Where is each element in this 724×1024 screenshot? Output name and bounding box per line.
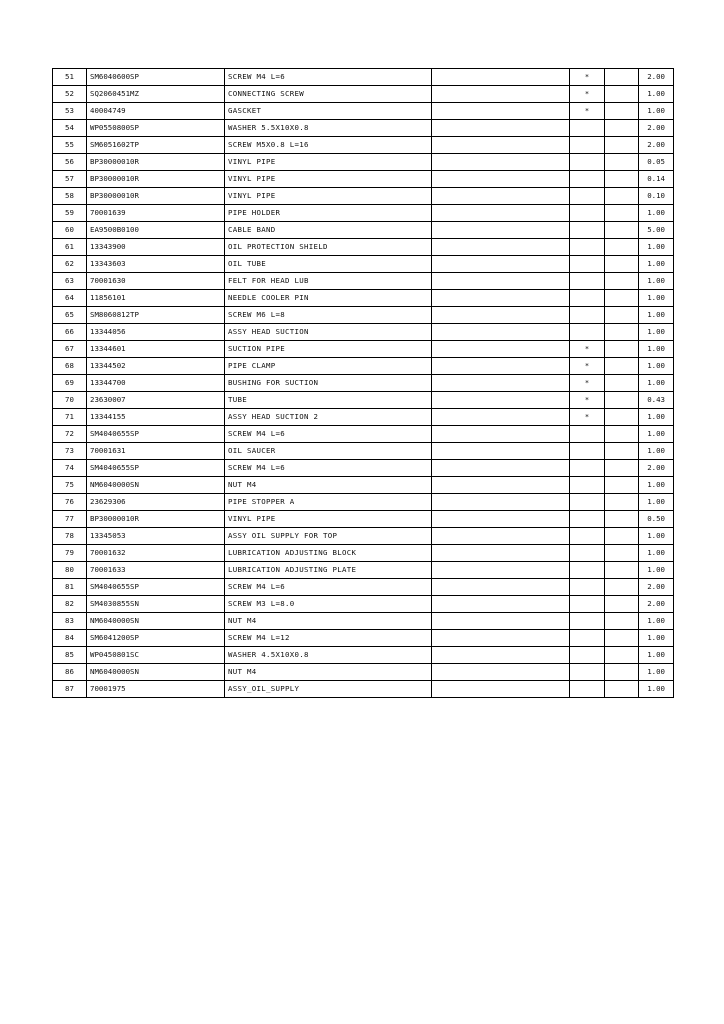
item-number-cell: 65 — [53, 307, 87, 324]
mark-cell — [570, 511, 605, 528]
blank-cell-2 — [605, 324, 639, 341]
table-row — [53, 120, 674, 137]
quantity-cell: 1.00 — [639, 409, 674, 426]
description-cell: ASSY HEAD SUCTION — [225, 324, 432, 341]
description-cell: LUBRICATION ADJUSTING BLOCK — [225, 545, 432, 562]
quantity-cell: 1.00 — [639, 103, 674, 120]
part-number-cell: BP30000010R — [87, 188, 225, 205]
quantity-cell: 2.00 — [639, 137, 674, 154]
part-number-cell: SM6040600SP — [87, 69, 225, 86]
item-number-cell: 86 — [53, 664, 87, 681]
quantity-cell: 0.10 — [639, 188, 674, 205]
description-cell: SCREW M4 L=6 — [225, 460, 432, 477]
blank-cell — [432, 494, 570, 511]
description-cell: WASHER 4.5X10X0.8 — [225, 647, 432, 664]
blank-cell-2 — [605, 562, 639, 579]
part-number-cell: 23629306 — [87, 494, 225, 511]
description-cell: SCREW M4 L=12 — [225, 630, 432, 647]
blank-cell — [432, 630, 570, 647]
quantity-cell: 1.00 — [639, 290, 674, 307]
quantity-cell: 2.00 — [639, 69, 674, 86]
mark-cell — [570, 528, 605, 545]
quantity-cell: 2.00 — [639, 579, 674, 596]
blank-cell — [432, 579, 570, 596]
blank-cell — [432, 460, 570, 477]
part-number-cell: 70001631 — [87, 443, 225, 460]
mark-cell — [570, 477, 605, 494]
item-number-cell: 87 — [53, 681, 87, 698]
blank-cell-2 — [605, 205, 639, 222]
blank-cell — [432, 205, 570, 222]
quantity-cell: 1.00 — [639, 375, 674, 392]
blank-cell — [432, 528, 570, 545]
quantity-cell: 1.00 — [639, 273, 674, 290]
description-cell: VINYL PIPE — [225, 171, 432, 188]
description-cell: PIPE STOPPER A — [225, 494, 432, 511]
table-row — [53, 324, 674, 341]
blank-cell-2 — [605, 477, 639, 494]
mark-cell — [570, 307, 605, 324]
description-cell: VINYL PIPE — [225, 154, 432, 171]
part-number-cell: NM6040000SN — [87, 664, 225, 681]
item-number-cell: 53 — [53, 103, 87, 120]
table-row — [53, 341, 674, 358]
item-number-cell: 81 — [53, 579, 87, 596]
description-cell: SCREW M3 L=8.0 — [225, 596, 432, 613]
blank-cell-2 — [605, 613, 639, 630]
mark-cell — [570, 562, 605, 579]
blank-cell-2 — [605, 409, 639, 426]
blank-cell-2 — [605, 528, 639, 545]
blank-cell — [432, 324, 570, 341]
part-number-cell: WP0550800SP — [87, 120, 225, 137]
part-number-cell: 70001630 — [87, 273, 225, 290]
part-number-cell: 23630007 — [87, 392, 225, 409]
table-row — [53, 528, 674, 545]
item-number-cell: 84 — [53, 630, 87, 647]
blank-cell-2 — [605, 256, 639, 273]
mark-cell — [570, 664, 605, 681]
blank-cell-2 — [605, 222, 639, 239]
table-row — [53, 273, 674, 290]
mark-cell — [570, 545, 605, 562]
quantity-cell: 1.00 — [639, 477, 674, 494]
mark-cell — [570, 426, 605, 443]
blank-cell-2 — [605, 681, 639, 698]
item-number-cell: 70 — [53, 392, 87, 409]
quantity-cell: 2.00 — [639, 596, 674, 613]
blank-cell-2 — [605, 443, 639, 460]
quantity-cell: 1.00 — [639, 358, 674, 375]
mark-cell — [570, 256, 605, 273]
blank-cell — [432, 562, 570, 579]
item-number-cell: 60 — [53, 222, 87, 239]
blank-cell-2 — [605, 664, 639, 681]
mark-cell — [570, 137, 605, 154]
quantity-cell: 1.00 — [639, 613, 674, 630]
item-number-cell: 68 — [53, 358, 87, 375]
description-cell: FELT FOR HEAD LUB — [225, 273, 432, 290]
table-row — [53, 664, 674, 681]
table-row — [53, 205, 674, 222]
table-row — [53, 681, 674, 698]
part-number-cell: 13344056 — [87, 324, 225, 341]
blank-cell — [432, 681, 570, 698]
part-number-cell: NM6040000SN — [87, 613, 225, 630]
table-row — [53, 375, 674, 392]
item-number-cell: 82 — [53, 596, 87, 613]
description-cell: NUT M4 — [225, 613, 432, 630]
quantity-cell: 1.00 — [639, 205, 674, 222]
table-row — [53, 494, 674, 511]
description-cell: SCREW M5X0.8 L=16 — [225, 137, 432, 154]
table-row — [53, 647, 674, 664]
table-row — [53, 630, 674, 647]
quantity-cell: 1.00 — [639, 239, 674, 256]
mark-cell — [570, 443, 605, 460]
blank-cell — [432, 86, 570, 103]
table-row — [53, 613, 674, 630]
blank-cell — [432, 443, 570, 460]
blank-cell-2 — [605, 375, 639, 392]
item-number-cell: 61 — [53, 239, 87, 256]
item-number-cell: 58 — [53, 188, 87, 205]
mark-cell: * — [570, 103, 605, 120]
table-row — [53, 443, 674, 460]
part-number-cell: WP0450801SC — [87, 647, 225, 664]
blank-cell-2 — [605, 630, 639, 647]
item-number-cell: 85 — [53, 647, 87, 664]
item-number-cell: 63 — [53, 273, 87, 290]
description-cell: PIPE HOLDER — [225, 205, 432, 222]
description-cell: WASHER 5.5X10X0.8 — [225, 120, 432, 137]
blank-cell — [432, 256, 570, 273]
item-number-cell: 51 — [53, 69, 87, 86]
blank-cell-2 — [605, 545, 639, 562]
blank-cell-2 — [605, 426, 639, 443]
item-number-cell: 66 — [53, 324, 87, 341]
item-number-cell: 52 — [53, 86, 87, 103]
blank-cell-2 — [605, 460, 639, 477]
blank-cell — [432, 647, 570, 664]
quantity-cell: 0.50 — [639, 511, 674, 528]
table-row — [53, 171, 674, 188]
blank-cell — [432, 392, 570, 409]
description-cell: CONNECTING SCREW — [225, 86, 432, 103]
blank-cell — [432, 188, 570, 205]
mark-cell: * — [570, 409, 605, 426]
part-number-cell: BP30000010R — [87, 171, 225, 188]
part-number-cell: 70001975 — [87, 681, 225, 698]
description-cell: SUCTION PIPE — [225, 341, 432, 358]
part-number-cell: SM4030855SN — [87, 596, 225, 613]
item-number-cell: 62 — [53, 256, 87, 273]
table-row — [53, 460, 674, 477]
part-number-cell: SM6041200SP — [87, 630, 225, 647]
description-cell: VINYL PIPE — [225, 511, 432, 528]
blank-cell-2 — [605, 647, 639, 664]
blank-cell-2 — [605, 239, 639, 256]
mark-cell — [570, 154, 605, 171]
table-row — [53, 188, 674, 205]
item-number-cell: 75 — [53, 477, 87, 494]
blank-cell — [432, 103, 570, 120]
blank-cell — [432, 120, 570, 137]
item-number-cell: 80 — [53, 562, 87, 579]
mark-cell — [570, 579, 605, 596]
item-number-cell: 77 — [53, 511, 87, 528]
part-number-cell: 13344700 — [87, 375, 225, 392]
part-number-cell: 11856101 — [87, 290, 225, 307]
quantity-cell: 1.00 — [639, 443, 674, 460]
description-cell: GASCKET — [225, 103, 432, 120]
table-row — [53, 307, 674, 324]
quantity-cell: 1.00 — [639, 494, 674, 511]
blank-cell-2 — [605, 120, 639, 137]
blank-cell-2 — [605, 171, 639, 188]
part-number-cell: 40004749 — [87, 103, 225, 120]
mark-cell: * — [570, 86, 605, 103]
table-row — [53, 562, 674, 579]
blank-cell — [432, 341, 570, 358]
blank-cell — [432, 239, 570, 256]
mark-cell — [570, 239, 605, 256]
description-cell: OIL PROTECTION SHIELD — [225, 239, 432, 256]
item-number-cell: 56 — [53, 154, 87, 171]
blank-cell — [432, 290, 570, 307]
blank-cell — [432, 171, 570, 188]
blank-cell-2 — [605, 596, 639, 613]
table-row — [53, 358, 674, 375]
part-number-cell: EA9500B0100 — [87, 222, 225, 239]
item-number-cell: 79 — [53, 545, 87, 562]
part-number-cell: SM4040655SP — [87, 426, 225, 443]
blank-cell — [432, 409, 570, 426]
mark-cell — [570, 273, 605, 290]
table-row — [53, 154, 674, 171]
part-number-cell: 70001633 — [87, 562, 225, 579]
blank-cell-2 — [605, 341, 639, 358]
blank-cell — [432, 137, 570, 154]
blank-cell — [432, 222, 570, 239]
item-number-cell: 64 — [53, 290, 87, 307]
blank-cell — [432, 596, 570, 613]
mark-cell — [570, 324, 605, 341]
item-number-cell: 57 — [53, 171, 87, 188]
quantity-cell: 1.00 — [639, 256, 674, 273]
description-cell: ASSY HEAD SUCTION 2 — [225, 409, 432, 426]
item-number-cell: 78 — [53, 528, 87, 545]
blank-cell-2 — [605, 392, 639, 409]
quantity-cell: 1.00 — [639, 426, 674, 443]
part-number-cell: 13344155 — [87, 409, 225, 426]
table-row — [53, 69, 674, 86]
mark-cell — [570, 120, 605, 137]
table-row — [53, 477, 674, 494]
blank-cell — [432, 426, 570, 443]
blank-cell-2 — [605, 103, 639, 120]
table-row — [53, 137, 674, 154]
table-row — [53, 290, 674, 307]
quantity-cell: 2.00 — [639, 120, 674, 137]
parts-table-body — [53, 69, 674, 698]
blank-cell-2 — [605, 290, 639, 307]
blank-cell-2 — [605, 511, 639, 528]
item-number-cell: 54 — [53, 120, 87, 137]
mark-cell — [570, 460, 605, 477]
part-number-cell: 13345053 — [87, 528, 225, 545]
item-number-cell: 67 — [53, 341, 87, 358]
item-number-cell: 55 — [53, 137, 87, 154]
quantity-cell: 1.00 — [639, 86, 674, 103]
blank-cell-2 — [605, 137, 639, 154]
quantity-cell: 1.00 — [639, 545, 674, 562]
description-cell: SCREW M6 L=8 — [225, 307, 432, 324]
table-row — [53, 596, 674, 613]
table-row — [53, 426, 674, 443]
description-cell: ASSY OIL SUPPLY FOR TOP — [225, 528, 432, 545]
blank-cell — [432, 613, 570, 630]
mark-cell — [570, 647, 605, 664]
blank-cell — [432, 477, 570, 494]
table-row — [53, 545, 674, 562]
quantity-cell: 5.00 — [639, 222, 674, 239]
quantity-cell: 1.00 — [639, 528, 674, 545]
blank-cell-2 — [605, 579, 639, 596]
quantity-cell: 1.00 — [639, 324, 674, 341]
description-cell: BUSHING FOR SUCTION — [225, 375, 432, 392]
quantity-cell: 0.43 — [639, 392, 674, 409]
description-cell: SCREW M4 L=6 — [225, 69, 432, 86]
mark-cell — [570, 613, 605, 630]
part-number-cell: 13343900 — [87, 239, 225, 256]
mark-cell — [570, 222, 605, 239]
mark-cell — [570, 681, 605, 698]
mark-cell — [570, 494, 605, 511]
part-number-cell: SM4040655SP — [87, 460, 225, 477]
table-row — [53, 256, 674, 273]
part-number-cell: BP30000010R — [87, 154, 225, 171]
table-row — [53, 222, 674, 239]
part-number-cell: SM8060812TP — [87, 307, 225, 324]
description-cell: OIL SAUCER — [225, 443, 432, 460]
blank-cell-2 — [605, 154, 639, 171]
part-number-cell: 70001632 — [87, 545, 225, 562]
quantity-cell: 1.00 — [639, 307, 674, 324]
quantity-cell: 1.00 — [639, 681, 674, 698]
mark-cell: * — [570, 341, 605, 358]
blank-cell — [432, 545, 570, 562]
blank-cell-2 — [605, 188, 639, 205]
blank-cell-2 — [605, 358, 639, 375]
mark-cell — [570, 290, 605, 307]
blank-cell-2 — [605, 69, 639, 86]
item-number-cell: 59 — [53, 205, 87, 222]
item-number-cell: 83 — [53, 613, 87, 630]
part-number-cell: 13344502 — [87, 358, 225, 375]
item-number-cell: 71 — [53, 409, 87, 426]
blank-cell-2 — [605, 86, 639, 103]
mark-cell — [570, 596, 605, 613]
part-number-cell: BP30000010R — [87, 511, 225, 528]
mark-cell: * — [570, 375, 605, 392]
item-number-cell: 72 — [53, 426, 87, 443]
description-cell: LUBRICATION ADJUSTING PLATE — [225, 562, 432, 579]
description-cell: SCREW M4 L=6 — [225, 579, 432, 596]
part-number-cell: SQ2060451MZ — [87, 86, 225, 103]
quantity-cell: 2.00 — [639, 460, 674, 477]
part-number-cell: SM4040655SP — [87, 579, 225, 596]
quantity-cell: 1.00 — [639, 341, 674, 358]
part-number-cell: 13343603 — [87, 256, 225, 273]
part-number-cell: SM6051602TP — [87, 137, 225, 154]
part-number-cell: 70001639 — [87, 205, 225, 222]
mark-cell — [570, 205, 605, 222]
blank-cell — [432, 358, 570, 375]
quantity-cell: 1.00 — [639, 664, 674, 681]
mark-cell: * — [570, 392, 605, 409]
description-cell: NEEDLE COOLER PIN — [225, 290, 432, 307]
table-row — [53, 579, 674, 596]
quantity-cell: 0.14 — [639, 171, 674, 188]
table-row — [53, 86, 674, 103]
table-row — [53, 103, 674, 120]
blank-cell — [432, 307, 570, 324]
mark-cell — [570, 188, 605, 205]
quantity-cell: 1.00 — [639, 647, 674, 664]
mark-cell: * — [570, 69, 605, 86]
description-cell: OIL TUBE — [225, 256, 432, 273]
blank-cell — [432, 664, 570, 681]
table-row — [53, 239, 674, 256]
quantity-cell: 1.00 — [639, 562, 674, 579]
item-number-cell: 76 — [53, 494, 87, 511]
mark-cell — [570, 630, 605, 647]
parts-table — [52, 68, 674, 698]
quantity-cell: 1.00 — [639, 630, 674, 647]
mark-cell: * — [570, 358, 605, 375]
item-number-cell: 69 — [53, 375, 87, 392]
part-number-cell: 13344601 — [87, 341, 225, 358]
item-number-cell: 74 — [53, 460, 87, 477]
table-row — [53, 511, 674, 528]
table-row — [53, 409, 674, 426]
description-cell: VINYL PIPE — [225, 188, 432, 205]
description-cell: TUBE — [225, 392, 432, 409]
part-number-cell: NM6040000SN — [87, 477, 225, 494]
blank-cell — [432, 154, 570, 171]
mark-cell — [570, 171, 605, 188]
description-cell: NUT M4 — [225, 664, 432, 681]
description-cell: PIPE CLAMP — [225, 358, 432, 375]
blank-cell-2 — [605, 494, 639, 511]
blank-cell-2 — [605, 273, 639, 290]
quantity-cell: 0.05 — [639, 154, 674, 171]
description-cell: ASSY_OIL_SUPPLY — [225, 681, 432, 698]
table-row — [53, 392, 674, 409]
blank-cell — [432, 69, 570, 86]
blank-cell-2 — [605, 307, 639, 324]
description-cell: NUT M4 — [225, 477, 432, 494]
item-number-cell: 73 — [53, 443, 87, 460]
blank-cell — [432, 511, 570, 528]
description-cell: CABLE BAND — [225, 222, 432, 239]
blank-cell — [432, 375, 570, 392]
blank-cell — [432, 273, 570, 290]
description-cell: SCREW M4 L=6 — [225, 426, 432, 443]
